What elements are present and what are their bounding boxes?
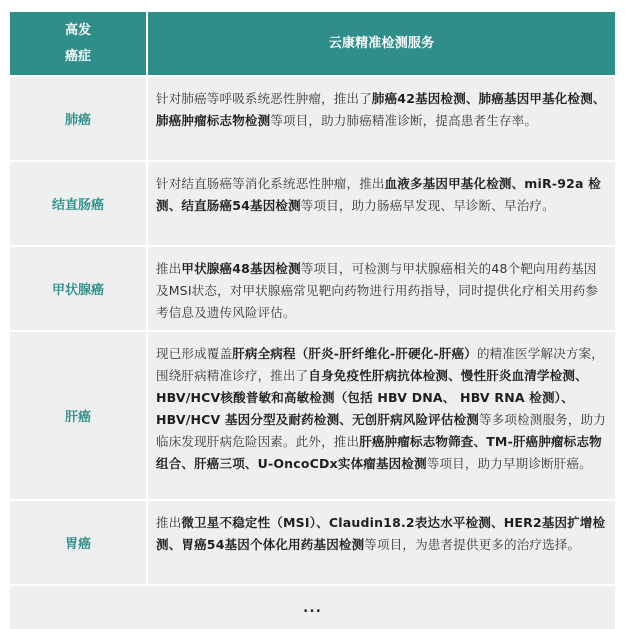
highlight-text: 甲状腺癌48基因检测 [181,261,301,276]
service-desc [148,501,615,584]
highlight-text: 微卫星不稳定性（MSI）、Claudin18.2表达水平检测、HER2基因扩增检测、胃癌54基因个体化用药基因检测 [156,515,606,552]
desc-text: 针对肺癌等呼吸系统恶性肿瘤，推出了 [156,91,372,106]
more-ellipsis: ... [10,586,615,629]
highlight-text: 肺癌42基因检测、肺癌基因甲基化检测、肺癌肿瘤标志物检测 [156,91,606,128]
desc-text: 等项目，可检测与甲状腺癌相关的48个靶向用药基因及MSI状态，对甲状腺癌常见靶向药物进行用药指导，同时提供化疗相关用药参考信息及遗传风险评估。 [156,261,599,320]
table-row [10,332,615,501]
table-header [10,12,615,77]
table-row [10,162,615,247]
desc-text: 的精准医学解决方案，围绕肝病精准诊疗，推出了 [156,346,604,383]
highlight-text: 肝病全病程（肝炎-肝纤维化-肝硬化-肝癌） [232,346,477,361]
cancer-name: 胃癌 [10,501,148,584]
cancer-name: 结直肠癌 [10,162,148,245]
cancer-name: 肺癌 [10,77,148,160]
services-table [10,12,615,629]
table-row [10,247,615,332]
desc-text: 推出 [156,261,182,276]
highlight-text: 自身免疫性肝病抗体检测、慢性肝炎血清学检测、HBV/HCV核酸普敏和高敏检测（包括 HBV DNA、 HBV RNA 检测）、HBV/HCV 基因分型及耐药检测、无创肝病风险评估检测 [156,368,588,427]
desc-text: 现已形成覆盖 [156,346,233,361]
service-desc [148,77,615,160]
header-service: 云康精准检测服务 [328,35,435,51]
service-desc [148,247,615,330]
desc-text: 等项目，为患者提供更多的治疗选择。 [364,537,581,552]
header-cancer [10,12,148,75]
desc-text: 等多项检测服务，助力临床发现肝病危险因素。此外，推出 [156,412,606,449]
highlight-text: 血液多基因甲基化检测、miR-92a 检测、结直肠癌54基因检测 [156,176,601,213]
desc-text: 针对结直肠癌等消化系统恶性肿瘤，推出 [156,176,385,191]
desc-text: 推出 [156,515,182,530]
table-row [10,501,615,586]
header-cancer-line1: 高发 [64,22,91,38]
desc-text: 等项目，助力肠癌早发现、早诊断、早治疗。 [300,198,555,213]
table-row [10,77,615,162]
desc-text: 等项目，助力早期诊断肝癌。 [426,456,592,471]
desc-text: 等项目，助力肺癌精准诊断，提高患者生存率。 [270,113,538,128]
service-desc [148,162,615,245]
cancer-name: 甲状腺癌 [10,247,148,330]
service-desc [148,332,615,499]
cancer-name: 肝癌 [10,332,148,499]
highlight-text: 肝癌肿瘤标志物筛查、TM-肝癌肿瘤标志物组合、肝癌三项、U-OncoCDx实体瘤基因检测 [156,434,602,471]
header-cancer-line2: 癌症 [64,48,91,64]
